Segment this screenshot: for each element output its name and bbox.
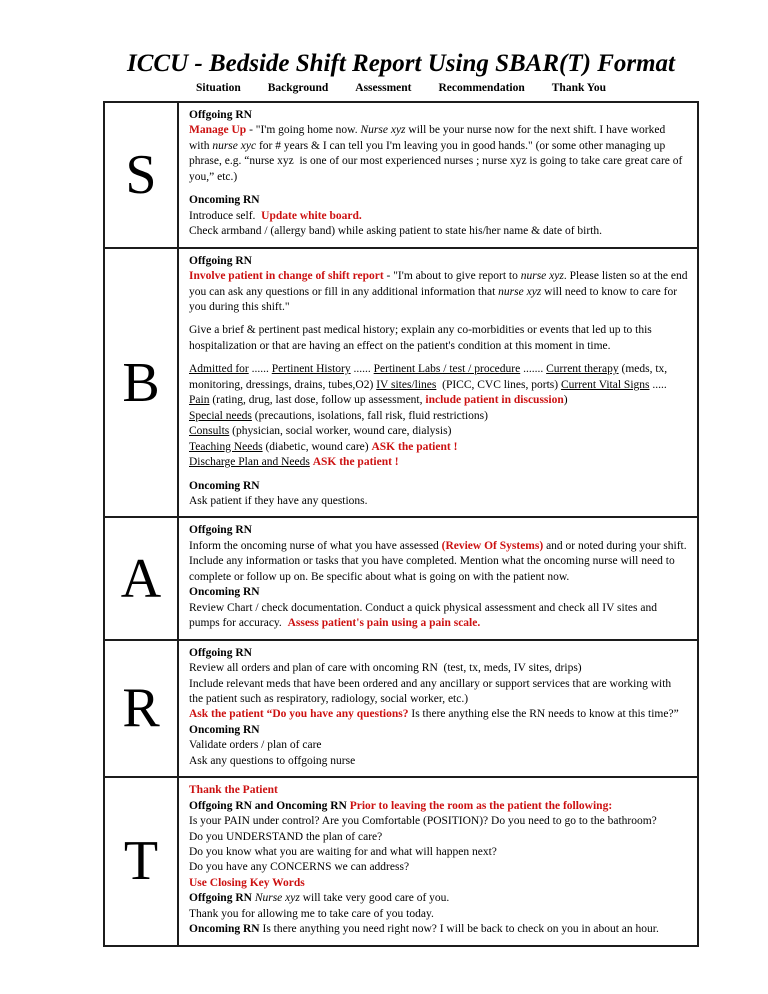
row-content: [178, 248, 698, 518]
document-content: [103, 0, 699, 947]
text-span: Thank the Patient: [189, 784, 278, 797]
text-span: ): [563, 394, 568, 407]
text-span: for # years & I can tell you I'm leaving you in good hands." (or some other managing up phrase, e.g. “nurse xyz is one of our most experienced nurses ; nurse xyz is going to take care great care of you,” etc.): [189, 139, 686, 183]
sbar-row: [104, 640, 698, 778]
text-line: [189, 799, 688, 814]
text-line: [189, 455, 688, 470]
text-span: Inform the oncoming nurse of what you have assessed: [189, 539, 442, 552]
row-content: [178, 517, 698, 639]
text-line: [189, 269, 691, 315]
text-span: (diabetic, wound care): [262, 440, 372, 453]
text-line: [189, 523, 688, 538]
text-span: Do you UNDERSTAND the plan of care?: [189, 830, 383, 843]
text-line: [189, 738, 688, 753]
text-line: [189, 440, 688, 455]
text-span: Validate orders / plan of care: [189, 739, 322, 752]
text-span: (PICC, CVC lines, ports): [436, 378, 561, 391]
text-span: Special needs: [189, 409, 252, 422]
text-span: Check armband / (allergy band) while asking patient to state his/her name & date of birth.: [189, 225, 603, 238]
text-span: Use Closing Key Words: [189, 876, 305, 889]
text-span: Do you have any CONCERNS we can address?: [189, 861, 410, 874]
text-span: Review Chart / check documentation. Conduct a quick physical assessment and check all IV sites and pumps for accuracy.: [189, 601, 660, 630]
paragraph: [189, 323, 688, 354]
row-content: [178, 102, 698, 248]
text-span: (Review Of Systems): [441, 539, 544, 552]
text-span: Do you know what you are waiting for and what will happen next?: [189, 846, 497, 859]
legend-word-situation: Situation: [196, 82, 241, 94]
text-span: Review all orders and plan of care with oncoming RN (test, tx, meds, IV sites, drips): [189, 662, 582, 675]
sbar-legend: [103, 82, 699, 94]
text-span: Oncoming RN: [189, 723, 260, 736]
text-span: will be your nurse now for the next shift. I have worked with: [189, 124, 669, 152]
text-span: Manage Up: [189, 124, 247, 137]
row-letter: R: [104, 640, 178, 778]
text-span: will take very good care of you.: [299, 892, 450, 905]
text-line: [189, 479, 688, 494]
text-line: [189, 891, 688, 906]
text-span: Ask any questions to offgoing nurse: [189, 754, 356, 767]
text-line: [189, 661, 688, 676]
text-span: Pertinent Labs / test / procedure: [373, 363, 521, 376]
text-line: [189, 362, 688, 408]
text-line: [189, 254, 688, 269]
text-span: Offgoing RN: [189, 524, 252, 537]
text-line: [189, 907, 688, 922]
text-span: Update white board.: [261, 209, 362, 222]
text-span: Offgoing RN: [189, 254, 252, 267]
text-span: Oncoming RN: [189, 194, 260, 207]
row-letter: B: [104, 248, 178, 518]
text-line: [189, 876, 688, 891]
text-span: Ask the patient “Do you have any questions?: [189, 708, 409, 721]
legend-word-assessment: Assessment: [355, 82, 412, 94]
text-span: Ask patient if they have any questions.: [189, 494, 368, 507]
text-span: Current therapy: [546, 363, 619, 376]
text-span: ......: [248, 363, 272, 376]
sbar-row: [104, 102, 698, 248]
text-span: Oncoming RN: [189, 479, 260, 492]
row-letter: S: [104, 102, 178, 248]
text-line: [189, 108, 688, 123]
text-span: Prior to leaving the room as the patient the following:: [349, 799, 613, 812]
row-letter: A: [104, 517, 178, 639]
text-span: IV sites/lines: [376, 378, 437, 391]
text-line: [189, 193, 688, 208]
legend-word-background: Background: [267, 82, 329, 94]
text-span: Admitted for: [189, 363, 249, 376]
text-line: [189, 585, 688, 600]
text-span: (meds, tx, monitoring, dressings, drains, tubes,O2): [189, 363, 671, 391]
text-span: Include relevant meds that have been ordered and any ancillary or support services that are working with the patient such as respiratory, radiology, social worker, etc.): [189, 677, 675, 705]
text-line: [189, 539, 688, 585]
text-span: Current Vital Signs: [560, 378, 650, 391]
text-span: ASK the patient !: [312, 456, 399, 469]
text-line: [189, 922, 688, 937]
text-span: (physician, social worker, wound care, dialysis): [229, 425, 452, 438]
paragraph: [189, 362, 688, 470]
text-span: nurse xyz: [498, 285, 542, 298]
text-span: Consults: [189, 425, 230, 438]
text-span: will need to know to care for you during this shift.": [189, 285, 680, 313]
text-line: [189, 783, 688, 798]
text-span: Offgoing RN: [189, 109, 252, 121]
text-span: Oncoming RN: [189, 923, 263, 936]
text-line: [189, 646, 688, 661]
text-span: .......: [520, 363, 547, 376]
row-letter: T: [104, 777, 178, 946]
text-span: (precautions, isolations, fall risk, fluid restrictions): [251, 409, 488, 422]
text-span: Introduce self.: [189, 209, 262, 222]
text-line: [189, 845, 688, 860]
text-span: Oncoming RN: [189, 586, 260, 599]
sbar-row: [104, 777, 698, 946]
paragraph: [189, 193, 688, 239]
text-line: [189, 123, 688, 185]
text-span: Teaching Needs: [189, 440, 263, 453]
text-span: nurse xyz: [520, 270, 564, 283]
text-span: Assess patient's pain using a pain scale.: [287, 617, 481, 630]
text-span: Offgoing RN: [189, 892, 255, 905]
text-span: Discharge Plan and Needs: [189, 456, 310, 469]
text-line: [189, 723, 688, 738]
text-span: - "I'm about to give report to: [383, 270, 521, 283]
text-line: [189, 860, 688, 875]
text-span: . Please listen so at the end you can ask any questions or fill in any additional information that: [189, 270, 691, 298]
text-span: Offgoing RN: [189, 646, 252, 659]
text-line: [189, 323, 688, 354]
paragraph: [189, 254, 691, 316]
row-content: [178, 640, 698, 778]
text-span: Pertinent History: [271, 363, 351, 376]
sbar-table: [103, 101, 699, 947]
paragraph: [189, 523, 688, 631]
paragraph: [189, 783, 688, 938]
paragraph: [189, 646, 688, 770]
legend-word-recommendation: Recommendation: [438, 82, 525, 94]
paragraph: [189, 108, 688, 185]
text-line: [189, 494, 688, 509]
text-span: Nurse xyz: [254, 892, 300, 905]
row-content: [178, 777, 698, 946]
text-span: Is there anything else the RN needs to know at this time?”: [408, 708, 679, 721]
sbar-row: [104, 248, 698, 518]
text-span: Give a brief & pertinent past medical history; explain any co-morbidities or events that led up to this hospitalization or that are having an effect on the patient's condition at this moment in time.: [189, 324, 655, 352]
sbar-row: [104, 517, 698, 639]
text-span: (rating, drug, last dose, follow up assessment,: [209, 394, 426, 407]
text-line: [189, 677, 688, 708]
text-line: [189, 814, 688, 829]
page-title: ICCU - Bedside Shift Report Using SBAR(T) Format: [127, 50, 675, 77]
text-span: Offgoing RN and Oncoming RN: [189, 799, 350, 812]
text-span: and or noted during your shift. Include any information or tasks that you have completed. Mention what the oncoming nurse will need to complete or follow up on. Be specific about what is going on with the patient now.: [189, 539, 690, 583]
text-span: Thank you for allowing me to take care of you today.: [189, 907, 434, 920]
text-line: [189, 224, 688, 239]
text-span: - "I'm going home now.: [246, 124, 361, 137]
text-line: [189, 601, 688, 632]
paragraph: [189, 479, 688, 510]
text-line: [189, 754, 688, 769]
text-line: [189, 209, 688, 224]
text-span: .....: [649, 378, 673, 391]
text-span: Nurse xyz: [360, 124, 406, 137]
legend-word-thank-you: Thank You: [551, 82, 606, 94]
text-span: Involve patient in change of shift report: [189, 270, 384, 283]
sbar-table-body: [104, 102, 698, 946]
text-line: [189, 409, 688, 424]
text-span: nurse xyc: [212, 139, 257, 152]
text-span: ASK the patient !: [371, 440, 458, 453]
text-span: include patient in discussion: [425, 394, 564, 407]
text-line: [189, 707, 688, 722]
text-span: ......: [350, 363, 374, 376]
text-span: Is there anything you need right now? I will be back to check on you in about an hour.: [262, 923, 659, 936]
text-line: [189, 424, 688, 439]
text-line: [189, 830, 688, 845]
text-span: Is your PAIN under control? Are you Comfortable (POSITION)? Do you need to go to the bathroom?: [189, 815, 657, 828]
text-span: Pain: [189, 394, 210, 407]
